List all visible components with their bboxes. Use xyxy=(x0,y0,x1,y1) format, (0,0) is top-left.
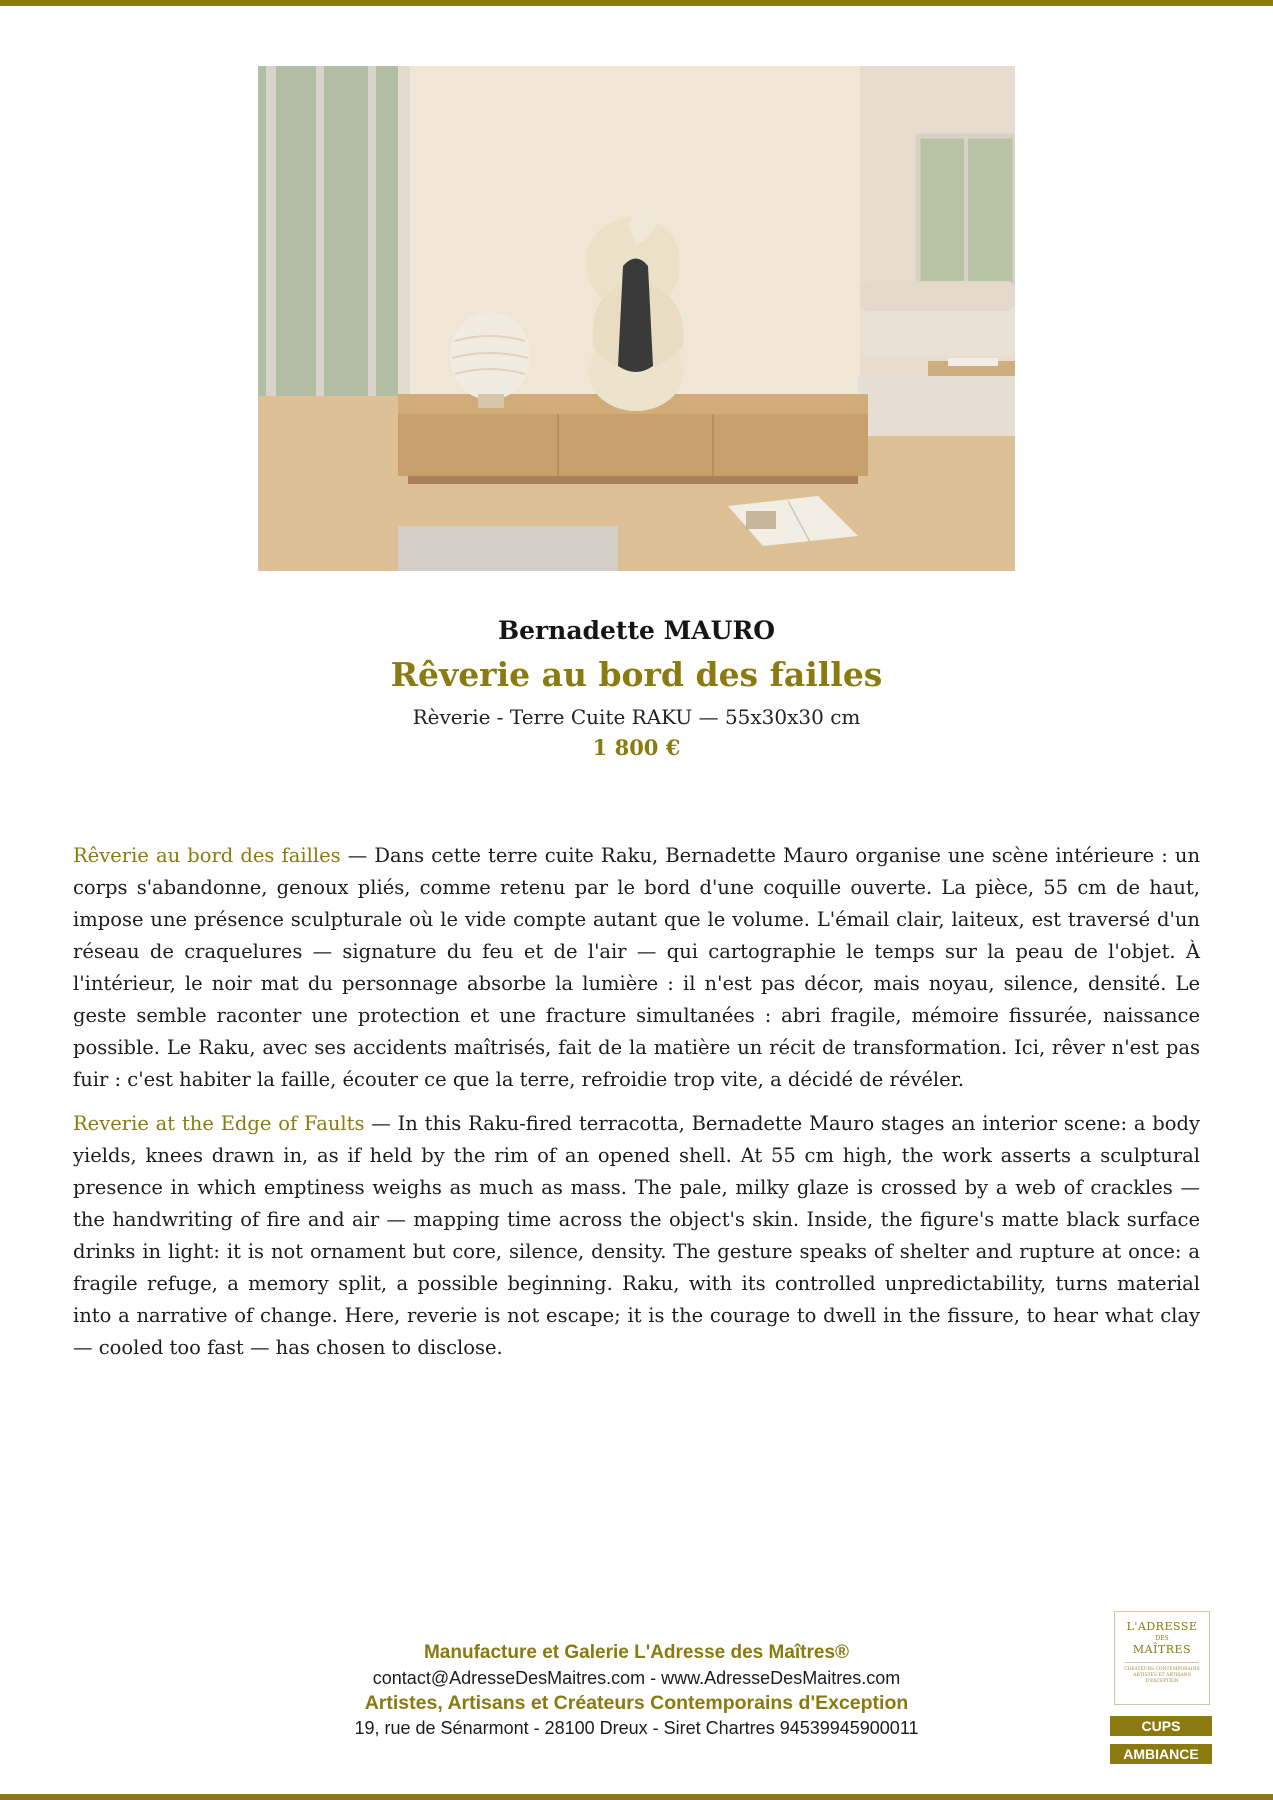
description-en xyxy=(73,1108,1200,1364)
description-fr-text: — Dans cette terre cuite Raku, Bernadette Mauro organise une scène intérieure : un corps s'abandonne, genoux pliés, comme retenu par le bord d'une coquille ouverte. La pièce, 55 cm de haut, impose une présence sculpturale où le vide compte autant que le volume. L'émail clair, laiteux, est traversé d'un réseau de craquelures — signature du feu et de l'air — qui cartographie le temps sur la peau de l'objet. À l'intérieur, le noir mat du personnage absorbe la lumière : il n'est pas décor, mais noyau, silence, densité. Le geste semble raconter une protection et une fracture simultanées : abri fragile, mémoire fissurée, naissance possible. Le Raku, avec ses accidents maîtrisés, fait de la matière un récit de transformation. Ici, rêver n'est pas fuir : c'est habiter la faille, écouter ce que la terre, refroidie trop vite, a décidé de révéler. xyxy=(73,844,1201,1091)
artwork-header xyxy=(0,612,1273,764)
tag-cups: CUPS xyxy=(1110,1716,1212,1736)
description-en-lead: Reverie at the Edge of Faults xyxy=(73,1112,365,1135)
gallery-logo xyxy=(1114,1611,1210,1705)
footer-address: 19, rue de Sénarmont - 28100 Dreux - Siret Chartres 94539945900011 xyxy=(354,1718,919,1738)
artwork-subtitle: Rèverie - Terre Cuite RAKU — 55x30x30 cm xyxy=(412,705,861,729)
description-fr xyxy=(73,840,1200,1096)
logo-line-3: MAÎTRES xyxy=(1132,1643,1192,1656)
logo-divider xyxy=(1125,1662,1199,1663)
logo-line-2: DES xyxy=(1155,1635,1169,1642)
tag-ambiance: AMBIANCE xyxy=(1110,1744,1212,1764)
bottom-accent-bar xyxy=(0,1794,1273,1800)
footer xyxy=(0,1640,1273,1740)
artwork-title: Rêverie au bord des failles xyxy=(390,655,883,694)
logo-line-4: CRÉATEURS CONTEMPORAINS ARTISTES ET ARTISANS D'EXCEPTION xyxy=(1124,1667,1200,1684)
description-fr-lead: Rêverie au bord des failles xyxy=(73,844,341,867)
description-en-text: — In this Raku-fired terracotta, Bernadette Mauro stages an interior scene: a body yields, knees drawn in, as if held by the rim of an opened shell. At 55 cm high, the work asserts a sculptural presence in which emptiness weighs as much as mass. The pale, milky glaze is crossed by a web of crackles — the handwriting of fire and air — mapping time across the object's skin. Inside, the figure's matte black surface drinks in light: it is not ornament but core, silence, density. The gesture speaks of shelter and rupture at once: a fragile refuge, a memory split, a possible beginning. Raku, with its controlled unpredictability, turns material into a narrative of change. Here, reverie is not escape; it is the courage to dwell in the fissure, to hear what clay — cooled too fast — has chosen to disclose. xyxy=(73,1112,1200,1359)
footer-brand: Manufacture et Galerie L'Adresse des Maîtres® xyxy=(423,1642,850,1663)
top-accent-bar xyxy=(0,0,1273,6)
artist-name: Bernadette MAURO xyxy=(497,616,776,645)
footer-tagline: Artistes, Artisans et Créateurs Contemporains d'Exception xyxy=(364,1692,909,1714)
logo-line-1: L'ADRESSE xyxy=(1126,1620,1198,1633)
artwork-price: 1 800 € xyxy=(592,735,681,760)
artwork-photo xyxy=(258,66,1015,571)
footer-contact: contact@AdresseDesMaitres.com - www.AdresseDesMaitres.com xyxy=(372,1668,901,1688)
description xyxy=(73,840,1200,1376)
